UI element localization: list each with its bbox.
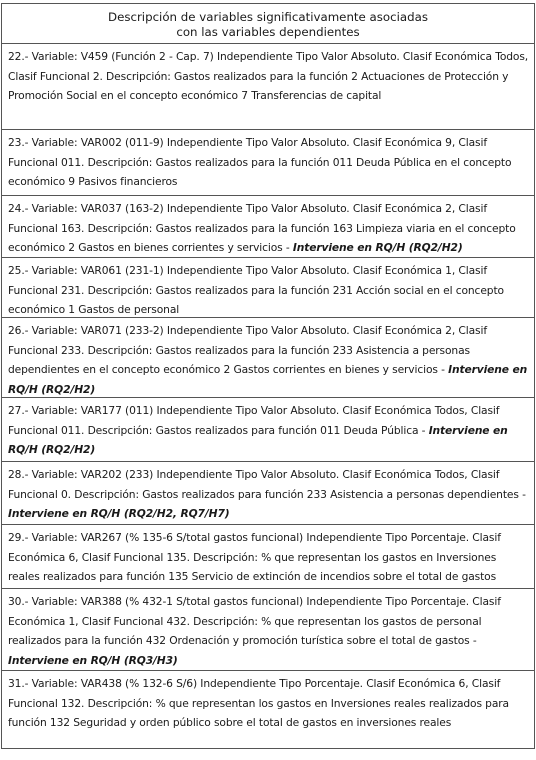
table-row (2, 398, 534, 462)
table-row (2, 44, 534, 130)
row-note: Interviene en RQ/H (RQ2/H2, RQ7/H7) (8, 507, 230, 520)
row-text: 31.- Variable: VAR438 (% 132-6 S/6) Independiente Tipo Porcentaje. Clasif Económica 6, Clasif Funcional 132. Descripción: % que representan los gastos en Inversiones reales realizados para función 132 Seguridad y orden público sobre el total de gastos en inversiones reales (8, 677, 509, 729)
row-text: 26.- Variable: VAR071 (233-2) Independiente Tipo Valor Absoluto. Clasif Económica 2, Clasif Funcional 233. Descripción: Gastos realizados para la función 233 Asistencia a personas dependientes en el concepto económico 2 Gastos corrientes en bienes y servicios - (8, 324, 487, 376)
row-text: 30.- Variable: VAR388 (% 432-1 S/total gastos funcional) Independiente Tipo Porcentaje. Clasif Económica 1, Clasif Funcional 432. Descripción: % que representan los gastos de personal realizados para la función 432 Ordenación y promoción turística sobre el total de gastos - (8, 595, 501, 647)
table-row (2, 589, 534, 671)
table-row (2, 258, 534, 318)
table-row (2, 671, 534, 748)
row-note: Interviene en RQ/H (RQ3/H3) (8, 653, 178, 667)
row-text: 25.- Variable: VAR061 (231-1) Independiente Tipo Valor Absoluto. Clasif Económica 1, Clasif Funcional 231. Descripción: Gastos realizados para la función 231 Acción social en el concepto económico 1 Gastos de personal (8, 264, 504, 316)
row-text: 27.- Variable: VAR177 (011) Independiente Tipo Valor Absoluto. Clasif Económica Todos, Clasif Funcional 011. Descripción: Gastos realizados para función 011 Deuda Pública - (8, 404, 500, 437)
header-line-1: Descripción de variables significativamente asociadas (107, 9, 428, 24)
row-note: Interviene en RQ/H (RQ2/H2) (292, 241, 463, 254)
row-text: 28.- Variable: VAR202 (233) Independiente Tipo Valor Absoluto. Clasif Económica Todos, Clasif Funcional 0. Descripción: Gastos realizados para función 233 Asistencia a personas dependientes - (8, 468, 526, 501)
row-note: Interviene en RQ/H (RQ2/H2) (8, 423, 508, 456)
table-row (2, 525, 534, 589)
table-row (2, 318, 534, 398)
row-text: 23.- Variable: VAR002 (011-9) Independiente Tipo Valor Absoluto. Clasif Económica 9, Clasif Funcional 011. Descripción: Gastos realizados para la función 011 Deuda Pública en el concepto económico 9 Pasivos financieros (8, 136, 512, 188)
row-note: Interviene en RQ/H (RQ2/H2) (8, 363, 528, 396)
table-header (2, 4, 534, 44)
variables-table (1, 3, 535, 749)
row-text: 24.- Variable: VAR037 (163-2) Independiente Tipo Valor Absoluto. Clasif Económica 2, Clasif Funcional 163. Descripción: Gastos realizados para la función 163 Limpieza viaria en el concepto económico 2 Gastos en bienes corrientes y servicios - (8, 202, 516, 254)
row-text: 22.- Variable: V459 (Función 2 - Cap. 7) Independiente Tipo Valor Absoluto. Clasif Económica Todos, Clasif Funcional 2. Descripción: Gastos realizados para la función 2 Actuaciones de Protección y Promoción Social en el concepto económico 7 Transferencias de capital (8, 50, 529, 102)
row-text: 29.- Variable: VAR267 (% 135-6 S/total gastos funcional) Independiente Tipo Porcentaje. Clasif Económica 6, Clasif Funcional 135. Descripción: % que representan los gastos en Inversiones reales realizados para función 135 Servicio de extinción de incendios sobre el total de gastos (8, 531, 501, 583)
header-line-2: con las variables dependientes (176, 24, 360, 39)
table-row (2, 130, 534, 196)
table-row (2, 196, 534, 258)
table-row (2, 462, 534, 525)
